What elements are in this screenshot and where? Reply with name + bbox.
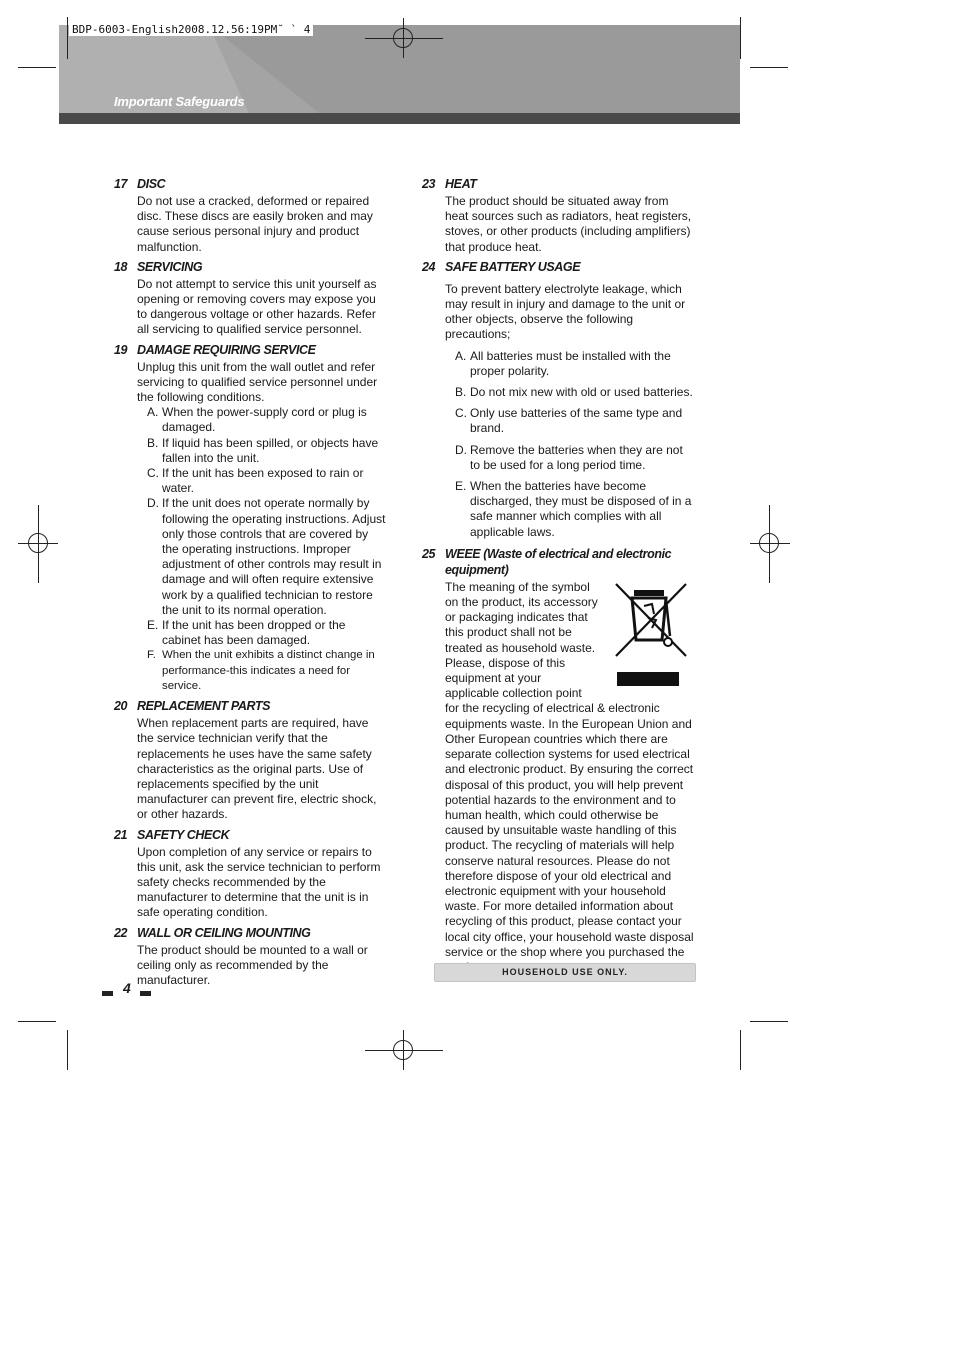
item-number: 19	[114, 342, 128, 357]
list-text: When the unit exhibits a distinct change in performance-this indicates a need for service.	[162, 649, 375, 692]
list-label: E.	[455, 479, 467, 494]
print-slug: BDP-6003-English2008.12.56:19PM˘ ` 4	[69, 23, 313, 36]
item-text: Upon completion of any service or repairs to this unit, ask the service technician to perform safety checks recommended by the manufacturer to determine that the unit is in safe operating condition.	[137, 844, 381, 920]
list-item	[147, 405, 386, 435]
crop-mark	[67, 1030, 68, 1070]
list-item	[455, 349, 694, 379]
safeguard-item-24	[422, 259, 694, 540]
section-title: Important Safeguards	[114, 94, 245, 109]
item-number: 21	[114, 827, 128, 842]
item-text: To prevent battery electrolyte leakage, which may result in injury and damage to the unit or other objects, observe the following precautions;	[445, 281, 686, 342]
condition-list	[137, 405, 386, 694]
list-text: If the unit has been dropped or the cabinet has been damaged.	[162, 618, 346, 648]
item-number: 18	[114, 259, 128, 274]
item-number: 17	[114, 177, 128, 191]
item-text: Unplug this unit from the wall outlet and refer servicing to qualified service personnel under the following conditions.	[137, 359, 378, 405]
list-label: A.	[455, 348, 467, 363]
list-text: If the unit does not operate normally by following the operating instructions. Adjust only those controls that are covered by the operating instructions. Improper adjustment of other controls may result in damage and will often require extensive work by a qualified technician to restore the unit to its normal operation.	[162, 496, 386, 617]
list-item	[147, 466, 386, 496]
list-text: If liquid has been spilled, or objects have fallen into the unit.	[162, 435, 379, 465]
item-text: The product should be mounted to a wall or ceiling only as recommended by the manufacturer.	[137, 942, 368, 987]
list-item	[147, 496, 386, 618]
registration-circle	[28, 533, 48, 553]
page-number-dash	[102, 991, 113, 996]
item-number: 22	[114, 925, 128, 940]
list-label: E.	[147, 618, 159, 633]
registration-circle	[393, 28, 413, 48]
safeguard-item-20	[114, 698, 386, 822]
item-title: REPLACEMENT PARTS	[137, 699, 271, 714]
crop-mark	[740, 1030, 741, 1070]
list-text: When the power-supply cord or plug is damaged.	[162, 405, 367, 435]
item-text: The meaning of the symbol on the product, its accessory or packaging indicates that this product shall not be treated as household waste. Please, dispose of this equipment at your applicable collection point for the recycling of electrical & electronic equipments waste. In the European Union and Other European countries which there are separate collection systems for used electrical and electronic product. By ensuring the correct disposal of this product, you will help prevent potential hazards to the environment and to human health, which could otherwise be caused by unsuitable waste handling of this product. The recycling of materials will help conserve natural resources. Please do not therefore dispose of your old electrical and electronic equipment with your household waste. For more detailed information about recycling of this product, please contact your local city office, your household waste disposal service or the shop where you purchased the	[445, 579, 694, 959]
list-item	[455, 406, 694, 436]
list-text: Remove the batteries when they are not to be used for a long period time.	[470, 442, 683, 472]
item-number: 24	[422, 259, 436, 274]
safeguard-item-17	[114, 176, 386, 255]
safeguard-item-23	[422, 176, 694, 255]
item-text: Do not use a cracked, deformed or repaired disc. These discs are easily broken and may cause serious personal injury and product malfunction.	[137, 194, 373, 254]
crossed-out-wheelie-bin-icon	[604, 580, 694, 690]
item-title: DISC	[137, 177, 166, 191]
item-title: DAMAGE REQUIRING SERVICE	[137, 342, 316, 357]
registration-circle	[759, 533, 779, 553]
list-label: D.	[455, 442, 467, 457]
list-item	[455, 385, 694, 400]
list-label: B.	[147, 435, 159, 450]
household-use-note: HOUSEHOLD USE ONLY.	[434, 963, 696, 982]
item-text: When replacement parts are required, have the service technician verify that the replacements he uses have the same safety characteristics as the original parts. Use of replacements specified by the unit manufacturer can prevent fire, electric shock, or other hazards.	[137, 716, 377, 822]
list-text: If the unit has been exposed to rain or water.	[162, 466, 364, 496]
left-column	[114, 176, 386, 992]
item-title: SERVICING	[137, 259, 203, 274]
registration-circle	[393, 1040, 413, 1060]
list-label: F.	[147, 649, 156, 662]
battery-precaution-list	[445, 349, 694, 540]
list-item	[147, 648, 386, 694]
list-label: C.	[455, 406, 467, 421]
header-rule	[59, 113, 740, 124]
list-label: D.	[147, 496, 159, 511]
crop-mark	[18, 67, 56, 68]
crop-mark	[750, 1021, 788, 1022]
safeguard-item-21	[114, 827, 386, 921]
safeguard-item-25	[422, 546, 694, 975]
list-item	[147, 618, 386, 648]
item-number: 25	[422, 546, 436, 561]
right-column	[422, 176, 694, 979]
item-text: The product should be situated away from heat sources such as radiators, heat registers, stoves, or other products (including amplifiers) that produce heat.	[445, 194, 692, 254]
safeguard-item-18	[114, 259, 386, 338]
crop-mark	[750, 67, 788, 68]
list-item	[455, 479, 694, 540]
list-label: A.	[147, 405, 159, 420]
item-number: 23	[422, 177, 436, 191]
item-title: WALL OR CEILING MOUNTING	[137, 925, 311, 940]
list-label: B.	[455, 385, 467, 400]
crop-mark	[67, 17, 68, 59]
crop-mark	[740, 17, 741, 59]
safeguard-item-19	[114, 342, 386, 694]
page-number: 4	[123, 980, 131, 996]
list-text: Do not mix new with old or used batteries.	[470, 385, 693, 400]
item-text: Do not attempt to service this unit yourself as opening or removing covers may expose you to dangerous voltage or other hazards. Refer all servicing to qualified service personnel.	[137, 276, 377, 337]
item-title: SAFETY CHECK	[137, 827, 230, 842]
crop-mark	[18, 1021, 56, 1022]
safeguard-item-22	[114, 925, 386, 989]
item-title: SAFE BATTERY USAGE	[445, 259, 581, 274]
item-number: 20	[114, 699, 128, 714]
page-number-dash	[140, 991, 151, 996]
item-title: HEAT	[445, 177, 477, 191]
list-text: Only use batteries of the same type and brand.	[470, 406, 683, 436]
list-text: When the batteries have become discharged, they must be disposed of in a safe manner which complies with all applicable laws.	[470, 479, 692, 539]
list-text: All batteries must be installed with the proper polarity.	[470, 348, 671, 378]
list-item	[455, 443, 694, 473]
list-item	[147, 436, 386, 466]
item-title: WEEE (Waste of electrical and electronic equipment)	[445, 546, 672, 577]
list-label: C.	[147, 466, 159, 481]
